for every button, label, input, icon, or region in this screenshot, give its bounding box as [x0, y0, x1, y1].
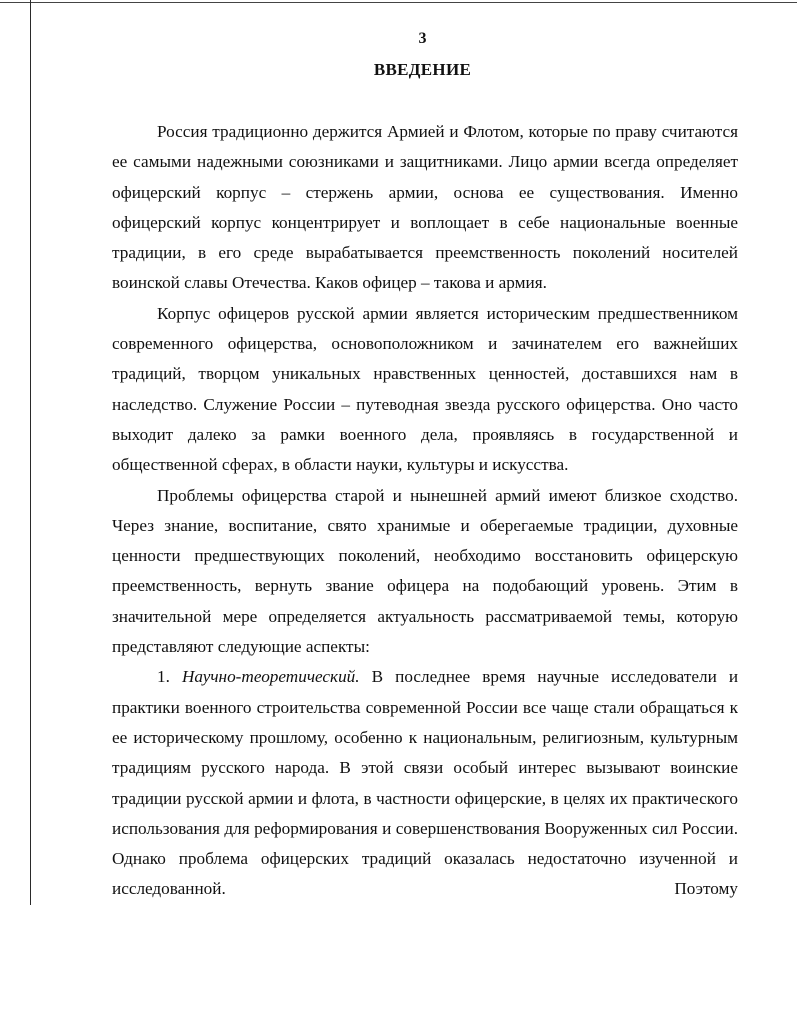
- page-title: ВВЕДЕНИЕ: [373, 60, 472, 79]
- list-number: 1.: [157, 667, 170, 687]
- paragraph-4: [112, 662, 738, 904]
- page-number: 3: [418, 30, 427, 47]
- aspect-label: Научно-теоретический.: [181, 667, 360, 687]
- paragraph-4-text: В последнее время научные исследователи и практики военного строительства современной России все чаще стали обращаться к ее историческому прошлому, особенно к национальным, религиозным, культурным традициям русского народа. В этой связи особый интерес вызывают воинские традиции русской армии и флота, в частности офицерские, в целях их практического использования для реформирования и совершенствования Вооруженных сил России. Однако проблема офицерских традиций оказалась недостаточно изученной и исследованной. Поэтому: [112, 667, 739, 899]
- body-text: [112, 117, 738, 905]
- paragraph-1: Россия традиционно держится Армией и Флотом, которые по праву считаются ее самыми надежными союзниками и защитниками. Лицо армии всегда определяет офицерский корпус – стержень армии, основа ее существования. Именно офицерский корпус концентрирует и воплощает в себе национальные военные традиции, в его среде вырабатывается преемственность поколений носителей воинской славы Отечества. Каков офицер – такова и армия.: [112, 122, 738, 293]
- top-scan-border: [0, 2, 797, 3]
- left-margin-line: [30, 0, 31, 905]
- paragraph-2: Корпус офицеров русской армии является историческим предшественником современного офицерства, основоположником и зачинателем его важнейших традиций, творцом уникальных нравственных ценностей, доставшихся нам в наследство. Служение России – путеводная звезда русского офицерства. Оно часто выходит далеко за рамки военного дела, проявляясь в государственной и общественной сферах, в области науки, культуры и искусства.: [112, 303, 738, 475]
- paragraph-3: Проблемы офицерства старой и нынешней армий имеют близкое сходство. Через знание, воспитание, свято хранимые и оберегаемые традиции, духовные ценности предшествующих поколений, необходимо восстановить офицерскую преемственность, вернуть звание офицера на подобающий уровень. Этим в значительной мере определяется актуальность рассматриваемой темы, которую представляют следующие аспекты:: [112, 485, 738, 657]
